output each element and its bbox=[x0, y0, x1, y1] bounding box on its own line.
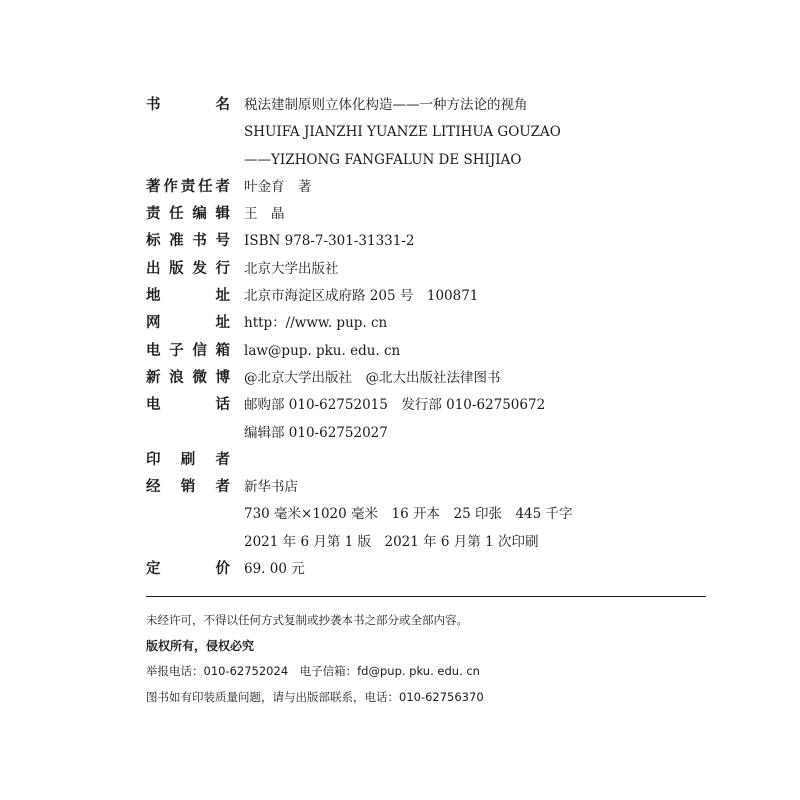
record-value: ——YIZHONG FANGFALUN DE SHIJIAO bbox=[244, 151, 522, 168]
record-label-char: 印 bbox=[146, 451, 161, 468]
record-label bbox=[146, 92, 230, 119]
record-row bbox=[146, 501, 706, 528]
record-label-char: 行 bbox=[215, 260, 230, 277]
record-label-char: 编 bbox=[192, 206, 207, 223]
record-label-char: 准 bbox=[169, 233, 184, 250]
record-value: law@pup. pku. edu. cn bbox=[244, 342, 401, 359]
record-label-char: 刷 bbox=[180, 451, 196, 468]
record-label-char: 任 bbox=[169, 206, 184, 223]
record-value: 王 晶 bbox=[244, 206, 285, 223]
record-value: ISBN 978-7-301-31331-2 bbox=[244, 233, 415, 250]
record-label-char: 定 bbox=[146, 561, 161, 578]
record-label-char: 信 bbox=[192, 342, 207, 359]
record-label bbox=[146, 310, 230, 337]
record-label-char: 著 bbox=[146, 178, 161, 195]
record-label-char: 标 bbox=[146, 233, 161, 250]
report-contact: 举报电话：010-62752024 电子信箱：fd@pup. pku. edu. cn bbox=[146, 664, 480, 678]
record-label bbox=[146, 283, 230, 310]
record-label-char: 销 bbox=[180, 479, 196, 496]
rights-statement: 版权所有，侵权必究 bbox=[146, 638, 255, 653]
record-label bbox=[146, 392, 230, 419]
record-label-char: 地 bbox=[146, 288, 161, 305]
record-row bbox=[146, 310, 706, 337]
record-label-char: 箱 bbox=[215, 342, 230, 359]
record-row bbox=[146, 338, 706, 365]
record-row bbox=[146, 228, 706, 255]
copyright-footer bbox=[146, 608, 706, 710]
record-label-char: 发 bbox=[192, 260, 207, 277]
record-label-char: 者 bbox=[215, 451, 230, 468]
bibliographic-record bbox=[146, 92, 706, 583]
record-label bbox=[146, 447, 230, 474]
record-label-char: 话 bbox=[215, 397, 230, 414]
record-label-char: 作 bbox=[163, 178, 178, 195]
record-row bbox=[146, 147, 706, 174]
record-row bbox=[146, 420, 706, 447]
record-row bbox=[146, 201, 706, 228]
record-row bbox=[146, 283, 706, 310]
record-row bbox=[146, 474, 706, 501]
record-label-char: 址 bbox=[215, 288, 230, 305]
record-value: 69. 00 元 bbox=[244, 561, 305, 578]
record-label bbox=[146, 256, 230, 283]
copy-notice: 未经许可，不得以任何方式复制或抄袭本书之部分或全部内容。 bbox=[146, 613, 468, 627]
record-row bbox=[146, 529, 706, 556]
record-value: http：//www. pup. cn bbox=[244, 315, 388, 332]
record-label-char: 子 bbox=[169, 342, 184, 359]
record-row bbox=[146, 447, 706, 474]
record-row bbox=[146, 365, 706, 392]
record-label bbox=[146, 556, 230, 583]
record-label bbox=[146, 174, 230, 201]
record-value: @北京大学出版社 @北大出版社法律图书 bbox=[244, 369, 501, 386]
record-label-char: 者 bbox=[215, 479, 230, 496]
record-label-char: 书 bbox=[192, 233, 207, 250]
record-label-char: 书 bbox=[146, 97, 161, 113]
record-label-char: 新 bbox=[146, 369, 161, 386]
record-value: 税法建制原则立体化构造——一种方法论的视角 bbox=[244, 97, 528, 113]
record-row bbox=[146, 119, 706, 146]
record-row bbox=[146, 174, 706, 201]
record-label-char: 微 bbox=[192, 369, 207, 386]
record-label-char: 责 bbox=[180, 178, 196, 195]
record-label bbox=[146, 365, 230, 392]
record-value: SHUIFA JIANZHI YUANZE LITIHUA GOUZAO bbox=[244, 124, 561, 141]
record-label-char: 博 bbox=[215, 369, 230, 386]
record-label-char: 责 bbox=[146, 206, 161, 223]
record-label-char: 经 bbox=[146, 479, 161, 496]
record-value: 叶金育 著 bbox=[244, 178, 312, 195]
record-value: 邮购部 010-62752015 发行部 010-62750672 bbox=[244, 397, 546, 414]
record-value: 编辑部 010-62752027 bbox=[244, 424, 388, 441]
record-label-char: 网 bbox=[146, 315, 161, 332]
record-label-char: 电 bbox=[146, 397, 161, 414]
record-label bbox=[146, 474, 230, 501]
record-value: 北京市海淀区成府路 205 号 100871 bbox=[244, 288, 479, 305]
record-value: 北京大学出版社 bbox=[244, 260, 339, 277]
record-label-char: 号 bbox=[215, 233, 230, 250]
record-label bbox=[146, 201, 230, 228]
record-label bbox=[146, 228, 230, 255]
quality-contact: 图书如有印装质量问题，请与出版部联系，电话：010-62756370 bbox=[146, 689, 484, 704]
record-label-char: 任 bbox=[198, 178, 213, 195]
record-label-char: 辑 bbox=[215, 206, 230, 223]
record-label-char: 名 bbox=[215, 97, 230, 113]
record-label-char: 浪 bbox=[169, 369, 184, 386]
record-row bbox=[146, 556, 706, 583]
record-label-char: 出 bbox=[146, 260, 161, 277]
record-label-char: 电 bbox=[146, 342, 161, 359]
record-value: 730 毫米×1020 毫米 16 开本 25 印张 445 千字 bbox=[244, 506, 573, 523]
record-label-char: 者 bbox=[215, 178, 230, 195]
record-label-char: 版 bbox=[169, 260, 184, 277]
record-row bbox=[146, 92, 706, 119]
record-label bbox=[146, 338, 230, 365]
record-value: 新华书店 bbox=[244, 479, 298, 496]
record-row bbox=[146, 392, 706, 419]
record-label-char: 址 bbox=[215, 315, 230, 332]
record-row bbox=[146, 256, 706, 283]
record-value: 2021 年 6 月第 1 版 2021 年 6 月第 1 次印刷 bbox=[244, 533, 539, 550]
divider-rule bbox=[146, 596, 706, 597]
record-label-char: 价 bbox=[215, 561, 230, 578]
